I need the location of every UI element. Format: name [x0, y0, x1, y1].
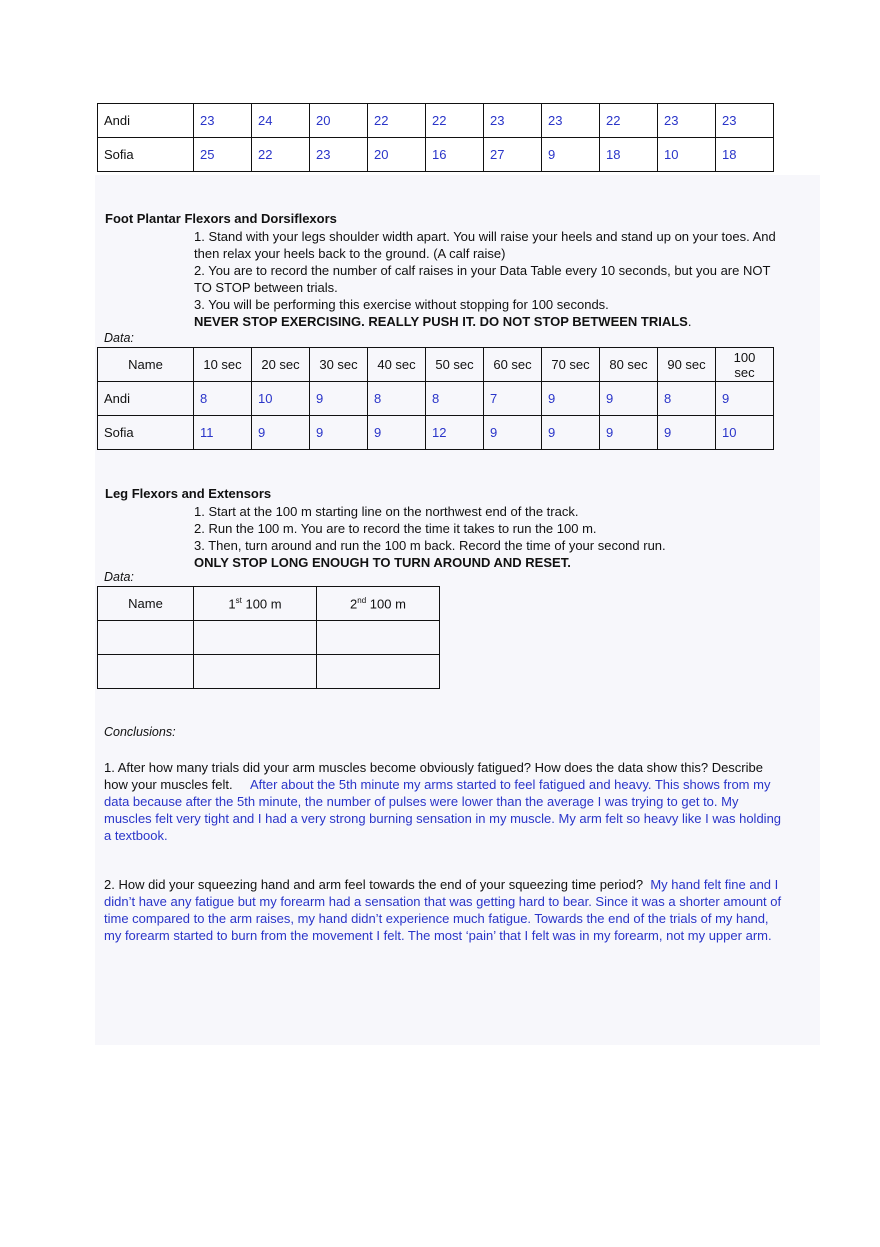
row-name: Andi: [98, 104, 194, 138]
column-header: 70 sec: [542, 348, 600, 382]
data-cell: 9: [600, 416, 658, 450]
question-2: [104, 876, 784, 944]
instruction-step: 2. Run the 100 m. You are to record the time it takes to run the 100 m.: [194, 521, 597, 536]
data-cell: 10: [658, 138, 716, 172]
data-cell: 11: [194, 416, 252, 450]
data-cell: 9: [542, 416, 600, 450]
data-cell: 9: [368, 416, 426, 450]
table-header-row: [98, 587, 440, 621]
column-header: 100 sec: [716, 348, 774, 382]
data-cell: 23: [716, 104, 774, 138]
empty-cell: [194, 655, 317, 689]
column-header: 30 sec: [310, 348, 368, 382]
data-cell: 9: [252, 416, 310, 450]
table-row: [98, 104, 774, 138]
foot-instructions: [194, 228, 784, 330]
empty-cell: [317, 621, 440, 655]
column-header: 80 sec: [600, 348, 658, 382]
data-cell: 9: [600, 382, 658, 416]
data-cell: 9: [716, 382, 774, 416]
data-cell: 23: [310, 138, 368, 172]
data-cell: 8: [658, 382, 716, 416]
column-header: 40 sec: [368, 348, 426, 382]
data-cell: 22: [600, 104, 658, 138]
data-cell: 7: [484, 382, 542, 416]
data-cell: 8: [368, 382, 426, 416]
data-cell: 9: [310, 416, 368, 450]
row-name: Sofia: [98, 138, 194, 172]
data-cell: 9: [542, 382, 600, 416]
table-header-row: [98, 348, 774, 382]
arm-data-table-continued: [97, 103, 774, 172]
data-label: Data:: [104, 331, 134, 345]
leg-data-table: [97, 586, 440, 689]
data-cell: 8: [426, 382, 484, 416]
data-cell: 22: [252, 138, 310, 172]
table-row: [98, 382, 774, 416]
column-header: Name: [98, 348, 194, 382]
leg-section-heading: Leg Flexors and Extensors: [105, 486, 272, 501]
data-cell: 9: [658, 416, 716, 450]
data-cell: 25: [194, 138, 252, 172]
instruction-warning: NEVER STOP EXERCISING. REALLY PUSH IT. DO NOT STOP BETWEEN TRIALS.: [194, 314, 692, 329]
table-row: [98, 416, 774, 450]
table-row: [98, 138, 774, 172]
data-cell: 23: [658, 104, 716, 138]
instruction-step: 3. You will be performing this exercise without stopping for 100 seconds.: [194, 297, 609, 312]
instruction-step: 3. Then, turn around and run the 100 m back. Record the time of your second run.: [194, 538, 666, 553]
instruction-step: 1. Start at the 100 m starting line on the northwest end of the track.: [194, 504, 579, 519]
data-cell: 9: [310, 382, 368, 416]
data-cell: 22: [368, 104, 426, 138]
row-name: Sofia: [98, 416, 194, 450]
question-text: 2. How did your squeezing hand and arm feel towards the end of your squeezing time period?: [104, 877, 644, 892]
instruction-warning: ONLY STOP LONG ENOUGH TO TURN AROUND AND RESET.: [194, 555, 571, 570]
foot-section-heading: Foot Plantar Flexors and Dorsiflexors: [105, 211, 337, 226]
empty-cell: [98, 621, 194, 655]
column-header: 10 sec: [194, 348, 252, 382]
empty-cell: [317, 655, 440, 689]
data-cell: 27: [484, 138, 542, 172]
leg-instructions: [194, 503, 784, 571]
column-header: 60 sec: [484, 348, 542, 382]
data-cell: 16: [426, 138, 484, 172]
instruction-step: 2. You are to record the number of calf raises in your Data Table every 10 seconds, but you are NOT TO STOP between trials.: [194, 263, 771, 295]
data-cell: 23: [194, 104, 252, 138]
question-1: [104, 759, 784, 844]
data-cell: 24: [252, 104, 310, 138]
data-cell: 9: [542, 138, 600, 172]
column-header: 2nd 100 m: [317, 587, 440, 621]
data-cell: 20: [310, 104, 368, 138]
data-cell: 9: [484, 416, 542, 450]
data-cell: 10: [252, 382, 310, 416]
data-cell: 23: [542, 104, 600, 138]
data-cell: 23: [484, 104, 542, 138]
data-cell: 10: [716, 416, 774, 450]
question-text: 1. After how many trials did your arm muscles become obviously fatigued? How does the data show this? Describe how your muscles felt.: [104, 760, 763, 792]
answer-text: My hand felt fine and I didn’t have any fatigue but my forearm had a sensation that was getting hard to bear. Since it was a shorter amount of time compared to the arm raises, my hand didn’t experience much fatigue. Towards the end of the trials of my hand, my forearm started to burn from the movement I felt. The most ‘pain’ that I felt was in my forearm, not my upper arm.: [104, 877, 782, 943]
data-cell: 12: [426, 416, 484, 450]
column-header: Name: [98, 587, 194, 621]
data-label: Data:: [104, 570, 134, 584]
table-row: [98, 655, 440, 689]
column-header: 90 sec: [658, 348, 716, 382]
column-header: 20 sec: [252, 348, 310, 382]
data-cell: 18: [600, 138, 658, 172]
column-header: 1st 100 m: [194, 587, 317, 621]
column-header: 50 sec: [426, 348, 484, 382]
instruction-step: 1. Stand with your legs shoulder width apart. You will raise your heels and stand up on your toes. And then relax your heels back to the ground. (A calf raise): [194, 229, 776, 261]
foot-data-table: [97, 347, 774, 450]
row-name: Andi: [98, 382, 194, 416]
empty-cell: [98, 655, 194, 689]
data-cell: 22: [426, 104, 484, 138]
conclusions-label: Conclusions:: [104, 725, 176, 739]
data-cell: 18: [716, 138, 774, 172]
table-row: [98, 621, 440, 655]
empty-cell: [194, 621, 317, 655]
data-cell: 8: [194, 382, 252, 416]
data-cell: 20: [368, 138, 426, 172]
answer-text: After about the 5th minute my arms started to feel fatigued and heavy. This shows from my data because after the 5th minute, the number of pulses were lower than the average I was trying to get to. My muscles felt very tight and I had a very strong burning sensation in my muscle. My arm felt so heavy like I was holding a textbook.: [104, 777, 782, 843]
